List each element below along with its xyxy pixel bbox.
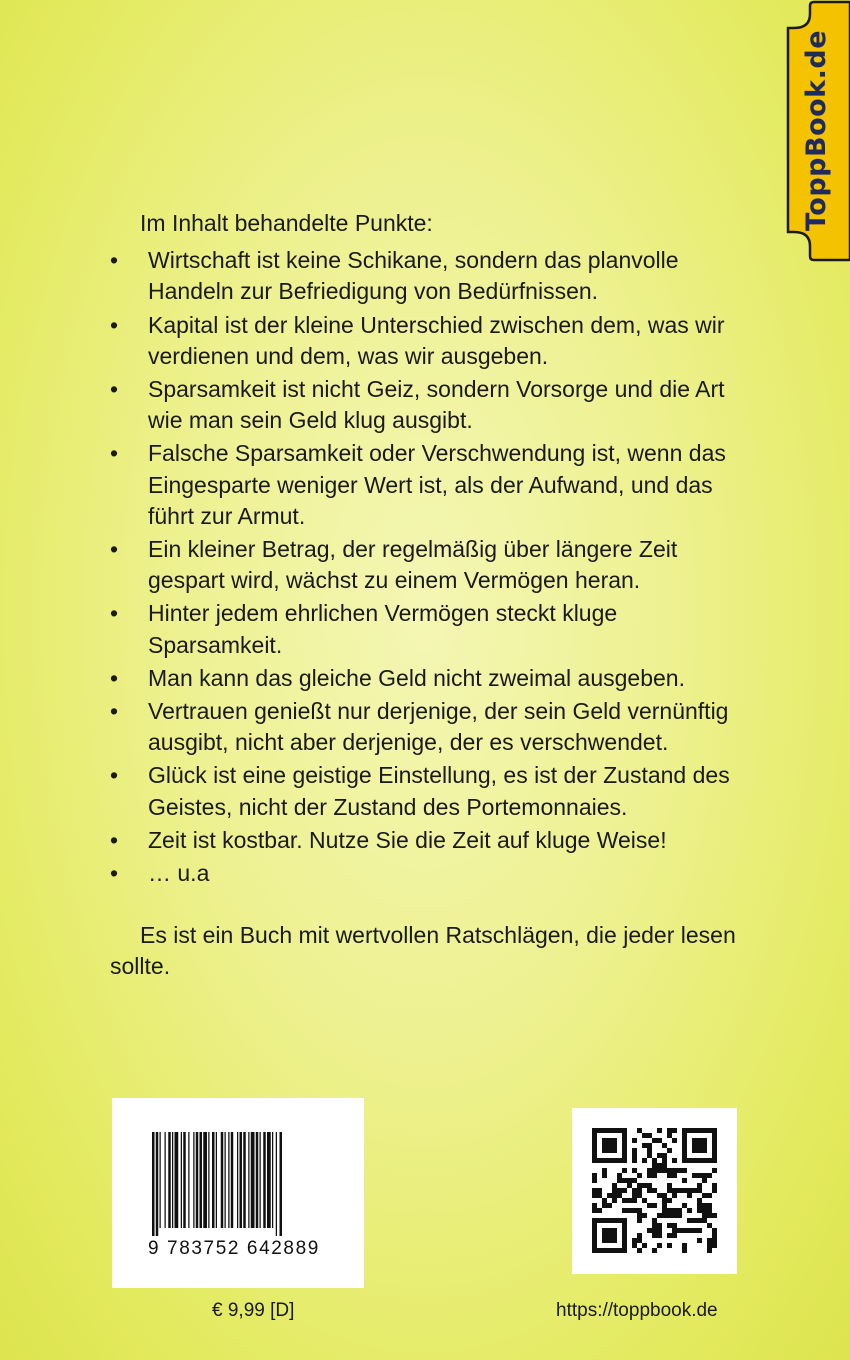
list-item: • Falsche Sparsamkeit oder Verschwendung ist, wenn das Eingesparte weniger Wert ist, als der Aufwand, und das führt zur Armut. bbox=[110, 440, 726, 529]
list-item: • Vertrauen genießt nur derjenige, der sein Geld vernünftig ausgibt, nicht aber derjenige, der es verschwendet. bbox=[110, 698, 729, 756]
list-item: • Wirtschaft ist keine Schikane, sondern das planvolle Handeln zur Befriedigung von Bedürfnissen. bbox=[110, 247, 679, 305]
bullet-icon: • bbox=[110, 440, 119, 467]
contents-heading: Im Inhalt behandelte Punkte: bbox=[140, 210, 433, 236]
bullet-icon: • bbox=[110, 664, 119, 691]
list-item: • Glück ist eine geistige Einstellung, es ist der Zustand des Geistes, nicht der Zustand des Portemonnaies. bbox=[110, 762, 730, 820]
list-item: • Ein kleiner Betrag, der regelmäßig über längere Zeit gespart wird, wächst zu einem Vermögen heran. bbox=[110, 536, 678, 594]
publisher-tab bbox=[784, 0, 850, 262]
qr-code bbox=[572, 1108, 737, 1274]
list-item: • Sparsamkeit ist nicht Geiz, sondern Vorsorge und die Art wie man sein Geld klug ausgibt. bbox=[110, 376, 725, 434]
website-link[interactable]: https://toppbook.de bbox=[556, 1300, 718, 1321]
list-item: • … u.a bbox=[110, 858, 740, 889]
barcode-bars bbox=[150, 1132, 328, 1236]
bullet-icon: • bbox=[110, 311, 119, 338]
bullet-icon: • bbox=[110, 698, 119, 725]
back-cover-text bbox=[110, 208, 740, 983]
qr-code-icon bbox=[592, 1128, 717, 1253]
list-item: • Man kann das gleiche Geld nicht zweimal ausgeben. bbox=[110, 663, 740, 694]
list-item: • Hinter jedem ehrlichen Vermögen steckt kluge Sparsamkeit. bbox=[110, 600, 618, 658]
price-label: € 9,99 [D] bbox=[212, 1300, 295, 1321]
list-item: • Kapital ist der kleine Unterschied zwischen dem, was wir verdienen und dem, was wir ausgeben. bbox=[110, 311, 725, 369]
bullet-icon: • bbox=[110, 826, 119, 853]
isbn-number: 9 783752 642889 bbox=[148, 1238, 320, 1259]
bullet-icon: • bbox=[110, 600, 119, 627]
isbn-barcode bbox=[112, 1098, 364, 1288]
bullet-icon: • bbox=[110, 376, 119, 403]
bullet-icon: • bbox=[110, 247, 119, 274]
closing-sentence: Es ist ein Buch mit wertvollen Ratschlägen, die jeder lesen sollte. bbox=[110, 922, 736, 980]
bullet-icon: • bbox=[110, 536, 119, 563]
bullet-icon: • bbox=[110, 860, 119, 887]
list-item: • Zeit ist kostbar. Nutze Sie die Zeit auf kluge Weise! bbox=[110, 825, 740, 856]
bullet-icon: • bbox=[110, 762, 119, 789]
contents-list bbox=[110, 245, 740, 889]
publisher-logo-text: ToppBook.de bbox=[801, 29, 833, 231]
